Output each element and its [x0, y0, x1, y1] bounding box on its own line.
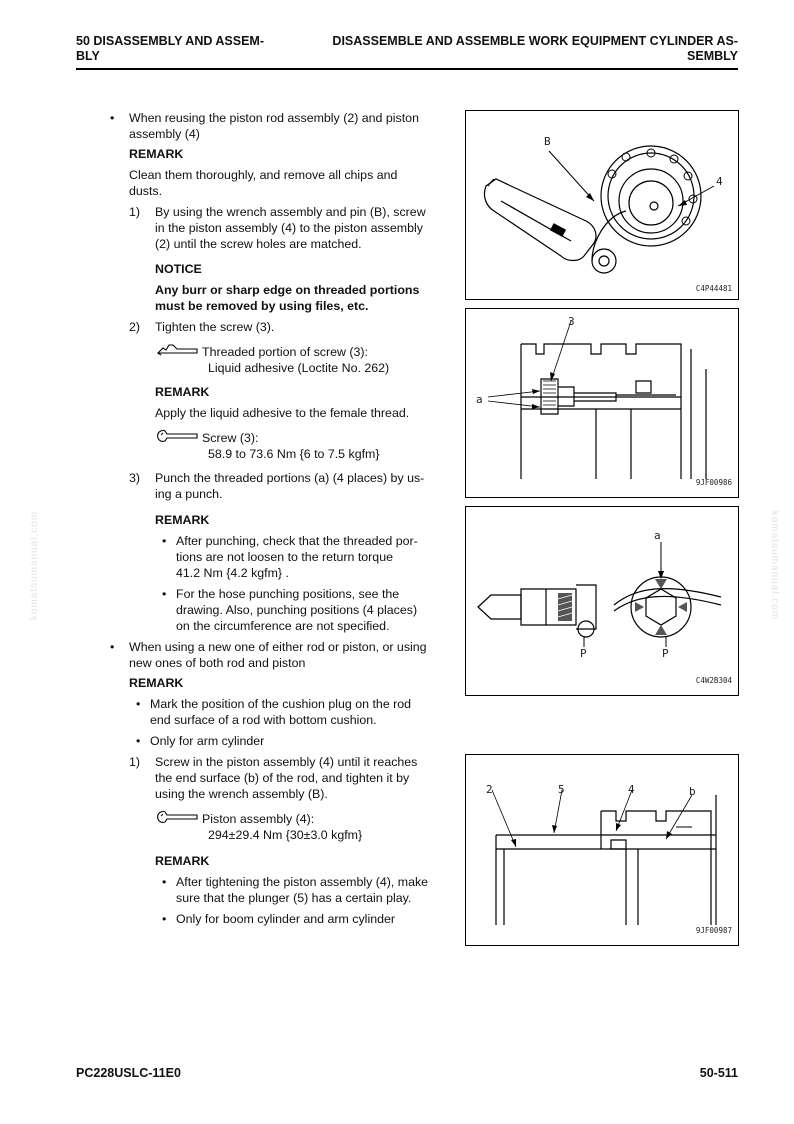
- remark-item: For the hose punching positions, see the drawing. Also, punching positions (4 places) on the circumference are not specified.: [176, 587, 418, 633]
- figure-label: 2: [486, 783, 493, 796]
- remark-heading: REMARK: [155, 854, 210, 868]
- bullet-text-reuse: When reusing the piston rod assembly (2) and piston assembly (4): [129, 111, 419, 141]
- remark-text-adhesive: Apply the liquid adhesive to the female thread.: [155, 406, 410, 420]
- notice-text: Any burr or sharp edge on threaded portions must be removed by using files, etc.: [155, 283, 420, 313]
- step-number: 3): [129, 471, 141, 485]
- figure-punching-positions: [465, 506, 739, 696]
- figure-code: C4W2B304: [695, 676, 732, 685]
- watermark-right: komatsumanual.com: [769, 510, 781, 621]
- header-divider: [76, 68, 738, 70]
- step-text: Screw in the piston assembly (4) until it reaches the end surface (b) of the rod, and tighten it by using the wrench assembly (B).: [155, 755, 418, 801]
- bullet: •: [110, 111, 115, 125]
- figure-label: b: [689, 785, 696, 798]
- step-number: 1): [129, 755, 141, 769]
- watermark-left: komatsumanual.com: [29, 510, 41, 621]
- remark-item: Only for arm cylinder: [150, 734, 265, 748]
- torque-wrench-icon: [157, 429, 199, 448]
- adhesive-icon: [157, 342, 199, 361]
- step-text: By using the wrench assembly and pin (B), screw in the piston assembly (4) to the piston assembly (2) until the screw holes are matched.: [155, 205, 426, 251]
- step-text: Punch the threaded portions (a) (4 places) by us- ing a punch.: [155, 471, 425, 501]
- remark-item: Mark the position of the cushion plug on the rod end surface of a rod with bottom cushion.: [150, 697, 412, 727]
- figure-label: B: [544, 135, 551, 148]
- figure-label: 4: [716, 175, 723, 188]
- figure-label: P: [662, 647, 669, 660]
- header-left-line1: 50 DISASSEMBLY AND ASSEM-: [76, 34, 265, 48]
- remark-heading: REMARK: [129, 676, 184, 690]
- bullet: •: [136, 734, 141, 748]
- figure-code: 9JF00986: [695, 478, 732, 487]
- footer-page-number: 50-511: [699, 1066, 738, 1080]
- header-left-line2: BLY: [76, 49, 100, 63]
- figure-code: C4P44481: [695, 284, 732, 293]
- torque-wrench-icon: [157, 810, 199, 829]
- figure-label: 5: [558, 783, 565, 796]
- footer-model: PC228USLC-11E0: [76, 1066, 181, 1080]
- header-right-line2: SEMBLY: [687, 49, 738, 63]
- remark-text-clean: Clean them thoroughly, and remove all chips and dusts.: [129, 168, 398, 198]
- bullet: •: [110, 640, 115, 654]
- header-right-line1: DISASSEMBLE AND ASSEMBLE WORK EQUIPMENT CYLINDER AS-: [332, 34, 738, 48]
- adhesive-spec: Threaded portion of screw (3): Liquid adhesive (Loctite No. 262): [202, 345, 390, 375]
- torque-spec: Screw (3): 58.9 to 73.6 Nm {6 to 7.5 kgfm}: [202, 431, 380, 461]
- bullet-text-new: When using a new one of either rod or piston, or using new ones of both rod and piston: [129, 640, 427, 670]
- figure-label: a: [476, 393, 483, 406]
- header-title: [298, 34, 738, 64]
- figure-label: 3: [568, 315, 575, 328]
- step-number: 1): [129, 205, 141, 219]
- figure-screw-threaded: [465, 308, 739, 498]
- figure-label: a: [654, 529, 661, 542]
- figure-label: P: [580, 647, 587, 660]
- bullet: •: [162, 587, 167, 601]
- remark-heading: REMARK: [129, 147, 184, 161]
- remark-item: Only for boom cylinder and arm cylinder: [176, 912, 395, 926]
- figure-label: 4: [628, 783, 635, 796]
- remark-heading: REMARK: [155, 513, 210, 527]
- remark-item: After tightening the piston assembly (4), make sure that the plunger (5) has a certain play.: [176, 875, 429, 905]
- bullet: •: [162, 875, 167, 889]
- torque-spec: Piston assembly (4): 294±29.4 Nm {30±3.0 kgfm}: [202, 812, 363, 842]
- header-section: [76, 34, 291, 64]
- notice-heading: NOTICE: [155, 262, 202, 276]
- bullet: •: [162, 534, 167, 548]
- step-number: 2): [129, 320, 141, 334]
- figure-wrench-piston: [465, 110, 739, 300]
- remark-item: After punching, check that the threaded por- tions are not loosen to the return torque 41.2 Nm {4.2 kgfm} .: [176, 534, 418, 580]
- bullet: •: [136, 697, 141, 711]
- step-text: Tighten the screw (3).: [155, 320, 275, 334]
- bullet: •: [162, 912, 167, 926]
- remark-heading: REMARK: [155, 385, 210, 399]
- figure-code: 9JF00987: [695, 926, 732, 935]
- figure-piston-assembly: [465, 754, 739, 946]
